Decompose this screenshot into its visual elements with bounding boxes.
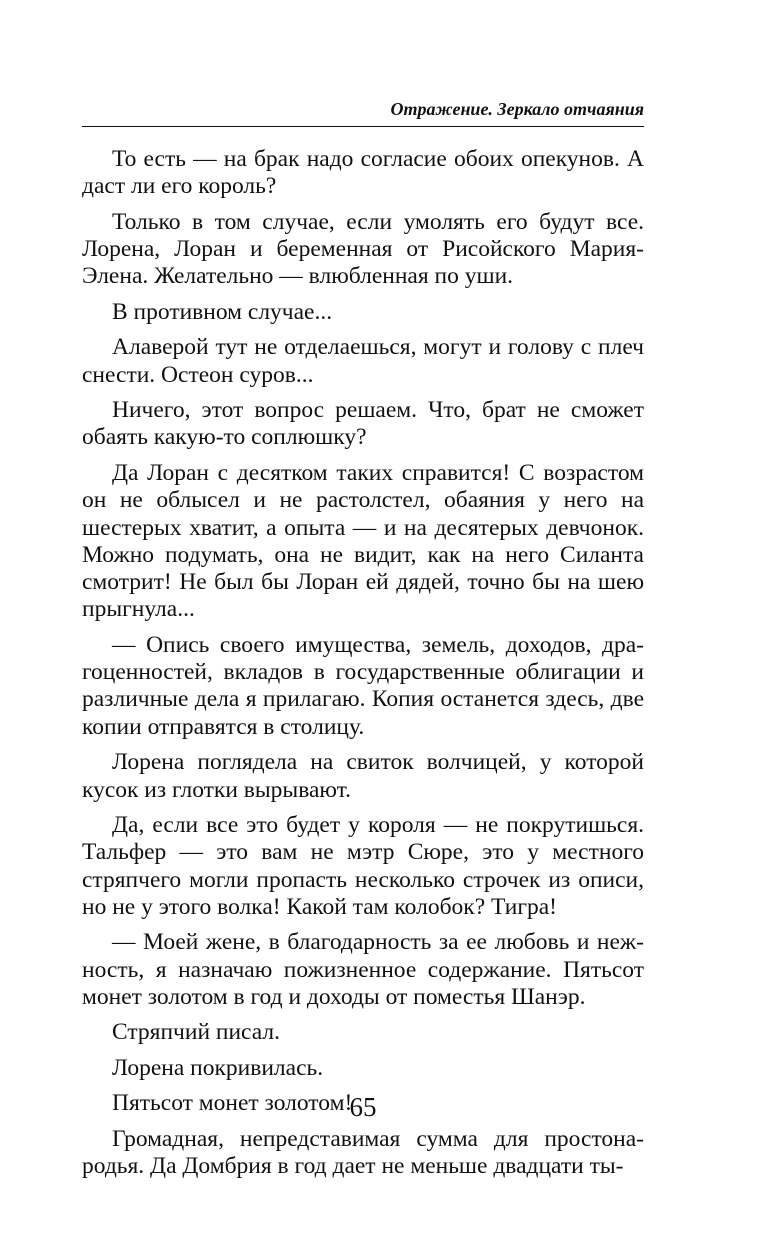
page-number: 65 [349,1092,377,1122]
running-title: Отражение. Зеркало отчаяния [390,99,644,119]
paragraph: Да Лоран с десятком таких справится! С возрастом он не облысел и не растолстел, обаяния у него на шестерых хватит, а опыта — и на десятерых девчонок. Можно подумать, она не видит, как на него Силанта смотрит! Не был бы Лоран ей дядей, точно бы на шею прыгнула... [82,459,644,623]
header-rule [82,126,644,127]
body-text [82,146,644,1189]
paragraph: То есть — на брак надо согласие обоих опекунов. А даст ли его король? [82,146,644,200]
paragraph: Пятьсот монет золотом! [112,1090,353,1117]
paragraph: Ничего, этот вопрос решаем. Что, брат не сможет обаять какую-то соплюшку? [82,397,644,451]
paragraph: — Опись своего имущества, земель, доходов, драгоценностей, вкладов в государственные облигации и различные дела я прилагаю. Копия останется здесь, две копии отправятся в столицу. [82,631,644,740]
paragraph: В противном случае... [112,298,333,325]
paragraph: — Моей жене, в благодарность за ее любовь и нежность, я назначаю пожизненное содержание. Пятьсот монет золотом в год и доходы от поместья Шанэр. [82,929,644,1010]
paragraph: Только в том случае, если умолять его будут все. Лорена, Лоран и беременная от Рисойского Мария-Элена. Желательно — влюбленная по уши. [82,208,644,290]
paragraph: Стряпчий писал. [112,1019,281,1046]
paragraph: Громадная, непредставимая сумма для простонародья. Да Домбрия в год дает не меньше двадцати ты- [82,1125,644,1180]
paragraph: Да, если все это будет у короля — не покрутишься. Тальфер — это вам не мэтр Сюре, это у местного стряпчего могли пропасть несколько строчек из описи, но не у этого волка! Какой там колобок? Тигра! [82,812,644,920]
paragraph: Лорена поглядела на свиток волчицей, у которой кусок из глотки вырывают. [82,749,644,803]
paragraph: Алаверой тут не отделаешься, могут и голову с плеч снести. Остеон суров... [82,334,644,388]
paragraph: Лорена покривилась. [112,1054,324,1081]
